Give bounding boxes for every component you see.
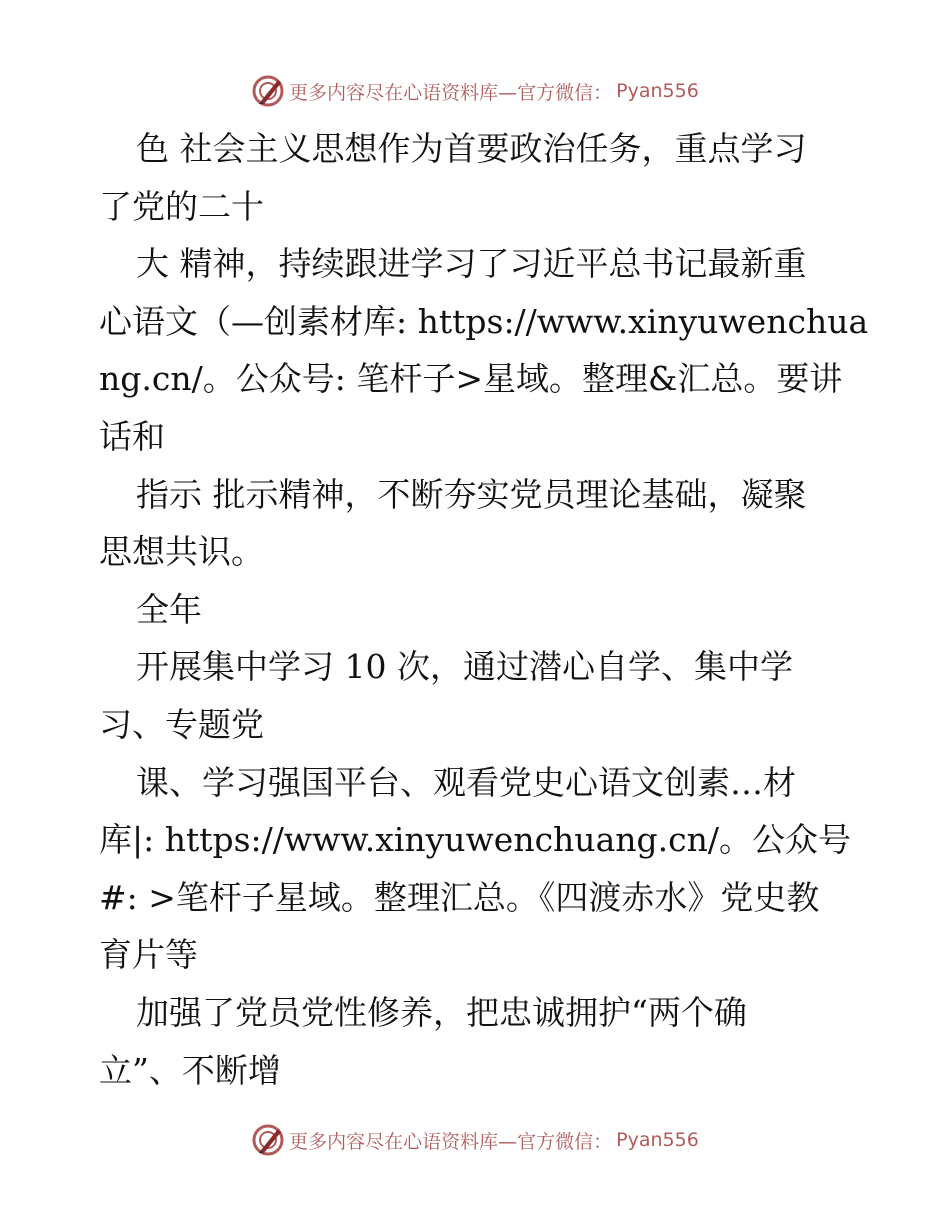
header-banner-text: 更多内容尽在心语资料库—官方微信： [289, 81, 613, 104]
pen-logo-icon [251, 74, 285, 108]
text-line: #: >笔杆子星域。整理汇总。《四渡赤水》党史教 [99, 877, 820, 917]
text-line: 了党的二十 [99, 186, 264, 226]
footer-banner-text: 更多内容尽在心语资料库—官方微信： [289, 1130, 613, 1153]
text-line: 课、学习强国平台、观看党史心语文创素…材 [136, 762, 796, 802]
text-line: 育片等 [99, 935, 198, 975]
header-banner [0, 71, 950, 111]
header-banner-contact: Pyan556 [616, 80, 699, 102]
text-line: 色 社会主义思想作为首要政治任务，重点学习 [136, 129, 807, 168]
text-line: 立”、不断增 [99, 1050, 281, 1090]
text-line: 话和 [99, 416, 165, 456]
text-line: 心语文（—创素材库: https://www.xinyuwenchua [99, 301, 869, 341]
text-line: 大 精神，持续跟进学习了习近平总书记最新重 [136, 244, 807, 284]
text-line: 开展集中学习 10 次，通过潜心自学、集中学 [136, 647, 793, 687]
text-line: 库|: https://www.xinyuwenchuang.cn/。公众号 [99, 820, 851, 860]
footer-banner-contact: Pyan556 [616, 1129, 699, 1151]
text-line: 全年 [136, 589, 202, 629]
text-line: 思想共识。 [99, 532, 264, 572]
document-body [99, 120, 869, 1099]
pen-logo-icon [251, 1123, 285, 1157]
footer-banner [0, 1120, 950, 1160]
text-line: 指示 批示精神，不断夯实党员理论基础，凝聚 [136, 474, 807, 514]
text-line: 加强了党员党性修养，把忠诚拥护“两个确 [136, 992, 747, 1032]
text-line: 习、专题党 [99, 704, 264, 744]
text-line: ng.cn/。公众号: 笔杆子>星域。整理&汇总。要讲 [99, 359, 843, 399]
